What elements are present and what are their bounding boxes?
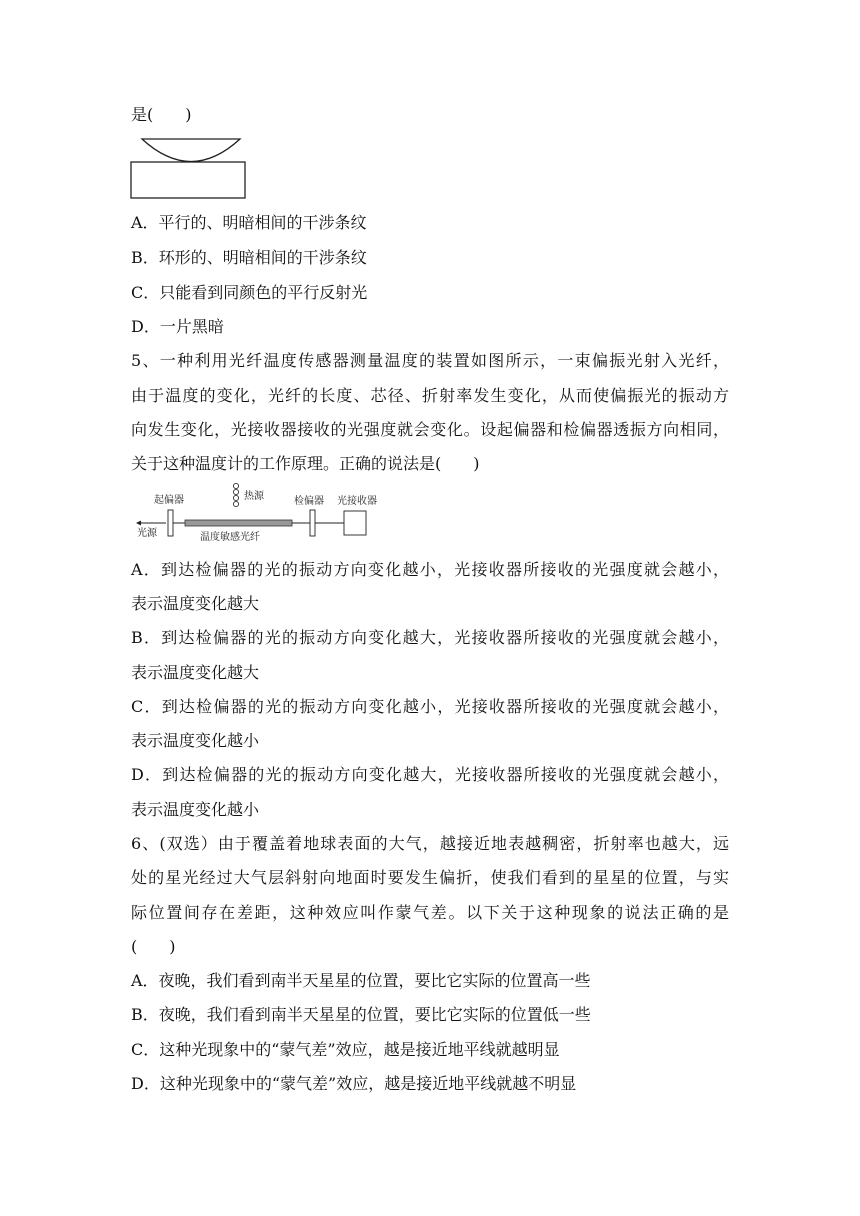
q6-option-b: B．夜晚，我们看到南半天星星的位置，要比它实际的位置低一些 bbox=[131, 1005, 591, 1024]
glass-plate bbox=[131, 162, 245, 198]
q5-option-c-line-1: C．到达检偏器的光的振动方向变化越小，光接收器所接收的光强度就会越小， bbox=[131, 697, 729, 716]
lens-on-plate-figure bbox=[128, 136, 252, 202]
label-polarizer: 起偏器 bbox=[154, 495, 184, 506]
q6-stem-line-4: ( ) bbox=[131, 937, 176, 956]
q6-option-d: D．这种光现象中的“蒙气差”效应，越是接近地平线就越不明显 bbox=[131, 1074, 577, 1093]
q6-stem-line-1: 6、(双选）由于覆盖着地球表面的大气，越接近地表越稠密，折射率也越大，远 bbox=[131, 834, 729, 853]
q5-option-d-line-1: D．到达检偏器的光的振动方向变化越大，光接收器所接收的光强度就会越小， bbox=[131, 765, 729, 784]
q6-option-a: A．夜晚，我们看到南半天星星的位置，要比它实际的位置高一些 bbox=[131, 971, 591, 990]
label-heat-source: 热源 bbox=[244, 491, 264, 502]
q6-stem-line-2: 处的星光经过大气层斜射向地面时要发生偏折，使我们看到的星星的位置，与实 bbox=[131, 868, 729, 887]
q5-option-a-line-2: 表示温度变化越大 bbox=[131, 594, 260, 613]
plano-convex-lens bbox=[142, 139, 240, 162]
q5-option-b-line-1: B．到达检偏器的光的振动方向变化越大，光接收器所接收的光强度就会越小， bbox=[131, 628, 729, 647]
q5-option-d-line-2: 表示温度变化越小 bbox=[131, 800, 260, 819]
label-light-source: 光源 bbox=[137, 528, 157, 539]
q5-stem-line-4: 关于这种温度计的工作原理。正确的说法是( ) bbox=[131, 454, 480, 473]
label-fiber: 温度敏感光纤 bbox=[200, 532, 260, 543]
q4-option-a: A．平行的、明暗相间的干涉条纹 bbox=[131, 213, 367, 232]
heat-source-icon bbox=[233, 483, 238, 506]
q5-option-c-line-2: 表示温度变化越小 bbox=[131, 731, 260, 750]
q4-option-b: B．环形的、明暗相间的干涉条纹 bbox=[131, 248, 367, 267]
q5-stem-line-3: 向发生变化，光接收器接收的光强度就会变化。设起偏器和检偏器透振方向相同， bbox=[131, 420, 729, 439]
light-receiver-box bbox=[344, 511, 366, 535]
label-receiver: 光接收器 bbox=[337, 496, 377, 507]
q5-stem-line-2: 由于温度的变化，光纤的长度、芯径、折射率发生变化，从而使偏振光的振动方 bbox=[131, 386, 729, 405]
q5-option-a-line-1: A．到达检偏器的光的振动方向变化越小，光接收器所接收的光强度就会越小， bbox=[131, 560, 729, 579]
q5-stem-line-1: 5、一种利用光纤温度传感器测量温度的装置如图所示，一束偏振光射入光纤， bbox=[131, 351, 729, 370]
label-analyzer: 检偏器 bbox=[294, 496, 324, 507]
temperature-sensitive-fiber bbox=[185, 520, 292, 526]
fiber-sensor-figure bbox=[132, 482, 394, 544]
q4-option-d: D．一片黑暗 bbox=[131, 317, 224, 336]
q6-stem-line-3: 际位置间存在差距，这种效应叫作蒙气差。以下关于这种现象的说法正确的是 bbox=[131, 903, 729, 922]
q4-option-c: C．只能看到同颜色的平行反射光 bbox=[131, 283, 368, 302]
polarizer-plate bbox=[168, 510, 173, 536]
q4-stem-tail: 是( ) bbox=[131, 105, 192, 124]
q6-option-c: C．这种光现象中的“蒙气差”效应，越是接近地平线就越明显 bbox=[131, 1040, 560, 1059]
q5-option-b-line-2: 表示温度变化越大 bbox=[131, 663, 260, 682]
analyzer-plate bbox=[310, 510, 315, 536]
arrow-left-icon bbox=[136, 521, 166, 526]
